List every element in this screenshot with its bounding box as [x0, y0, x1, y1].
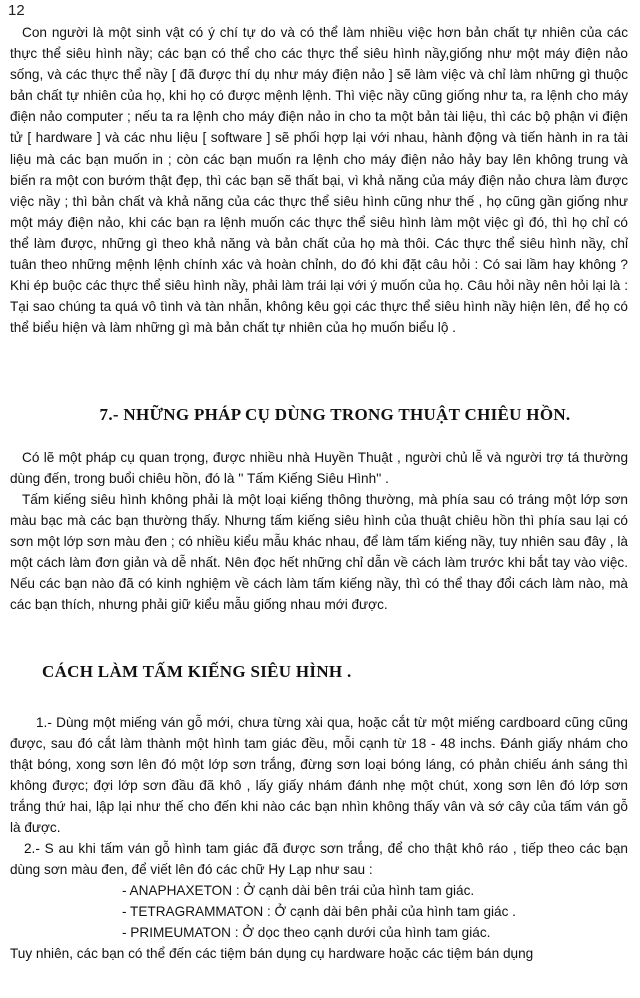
page-number: 12 — [8, 2, 25, 19]
section-heading-tools: 7.- NHỮNG PHÁP CỤ DÙNG TRONG THUẬT CHIÊU HỒN. — [99, 405, 571, 424]
paragraph-free-will: Con người là một sinh vật có ý chí tự do và có thể làm nhiều việc hơn bản chất tự nhiên của các thực thể siêu hình nầy; các bạn có thể cho các thực thể siêu hình nầy,giống như một máy điện nảo sống, và các thực thể nầy [ đã được thí dụ như máy điện nảo ] sẽ làm việc và chỉ làm những gì thuộc bản chất tự nhiên của họ, khi họ có được mệnh lệnh. Thì việc nầy cũng giống như ta, ra lệnh cho máy điện nảo computer ; nếu ta ra lệnh cho máy điện nảo in cho ta một bản tài liệu, thì các bộ phận vi điện tử [ hardware ] và các nhu liệu [ software ] sẽ phối hợp lại với nhau, hành động và tiến hành in ra tài liệu mà các bạn muốn in ; còn các bạn muốn ra lệnh cho máy điện nảo hảy bay lên không trung và biến ra một con bướm thật đẹp, thì các bạn sẽ thất bại, vì khả năng của máy điện nảo chưa làm được việc nầy ; thì bản chất và khả năng của các thực thể siêu hình cũng như thế , họ cũng gần giống như một máy điện nảo, khi các bạn ra lệnh muốn các thực thể siêu hình làm một việc gì đó, thì họ chỉ có thể làm được, những gì theo khả năng và bản chất của họ mà thôi. Các thực thể siêu hình nầy, chỉ tuân theo những mệnh lệnh chính xác và hoàn chỉnh, do đó khi đặt câu hỏi : Có sai lầm hay không ? Khi ép buộc các thực thể siêu hình nầy, phải làm trái lại với ý muốn của họ. Câu hỏi nầy nên hỏi lại là : Tại sao chúng ta quá vô tình và tàn nhẫn, không kêu gọi các thực thể siêu hình nầy hiện lên, để họ có thể biểu hiện và làm những gì mà bản chất tự nhiên của họ muốn biểu lộ . — [10, 25, 628, 336]
paragraph-step-1: 1.- Dùng một miếng ván gỗ mới, chưa từng xài qua, hoặc cắt từ một miếng cardboard cũng cũng được, sau đó cắt làm thành một hình tam giác đều, mỗi cạnh từ 18 - 48 inchs. Đánh giấy nhám cho thật bóng, xong sơn lên đó một lớp sơn trắng, đừng sơn loại bóng láng, có phản chiếu ánh sáng thì không được; đợi lớp sơn đầu đã khô , lấy giấy nhám đánh nhẹ một chút, xong sơn lên đó lớp sơn trắng thứ hai, lập lại như thế cho đến khi nào các bạn nhìn không thấy vân và sớ cây của tấm ván gỗ là được. — [10, 715, 628, 836]
paragraph-step-2: 2.- S au khi tấm ván gỗ hình tam giác đã được sơn trắng, để cho thật khô ráo , tiếp theo các bạn dùng sơn màu đen, để viết lên đó các chữ Hy Lạp như sau : — [10, 841, 628, 878]
subheading-mirror-howto: CÁCH LÀM TẤM KIẾNG SIÊU HÌNH . — [42, 662, 352, 681]
list-item: - TETRAGRAMMATON : Ở cạnh dài bên phải của hình tam giác . — [122, 904, 516, 920]
greek-words-list — [122, 880, 628, 943]
list-item: - ANAPHAXETON : Ở cạnh dài bên trái của hình tam giác. — [122, 883, 475, 898]
paragraph-mirror-description: Tấm kiếng siêu hình không phải là một loại kiếng thông thường, mà phía sau có tráng một lớp sơn màu bạc mà các bạn thường thấy. Nhưng tấm kiếng siêu hình của thuật chiêu hồn thì phía sau lại có sơn một lớp sơn màu đen ; có nhiều kiểu mẫu khác nhau, để làm tấm kiếng nầy, tuy nhiên sau đây , là một cách làm đơn giản và dễ nhất. Nên đọc hết những chỉ dẫn về cách làm trước khi bắt tay vào việc. Nếu các bạn nào đã có kinh nghiệm về cách làm tấm kiếng nầy, thì có thể thay đổi cách làm nào, mà các bạn thích, nhưng phải giữ kiểu mẫu giống nhau mới được. — [10, 492, 628, 613]
paragraph-closing: Tuy nhiên, các bạn có thể đến các tiệm bán dụng cụ hardware hoặc các tiệm bán dụng — [10, 946, 534, 961]
list-item: - PRIMEUMATON : Ở dọc theo cạnh dưới của hình tam giác. — [122, 925, 491, 941]
paragraph-mirror-intro: Có lẽ một pháp cụ quan trọng, được nhiều nhà Huyền Thuật , người chủ lễ và người trợ tá thường dùng đến, trong buổi chiêu hồn, đó là '' Tấm Kiếng Siêu Hình'' . — [10, 450, 628, 487]
